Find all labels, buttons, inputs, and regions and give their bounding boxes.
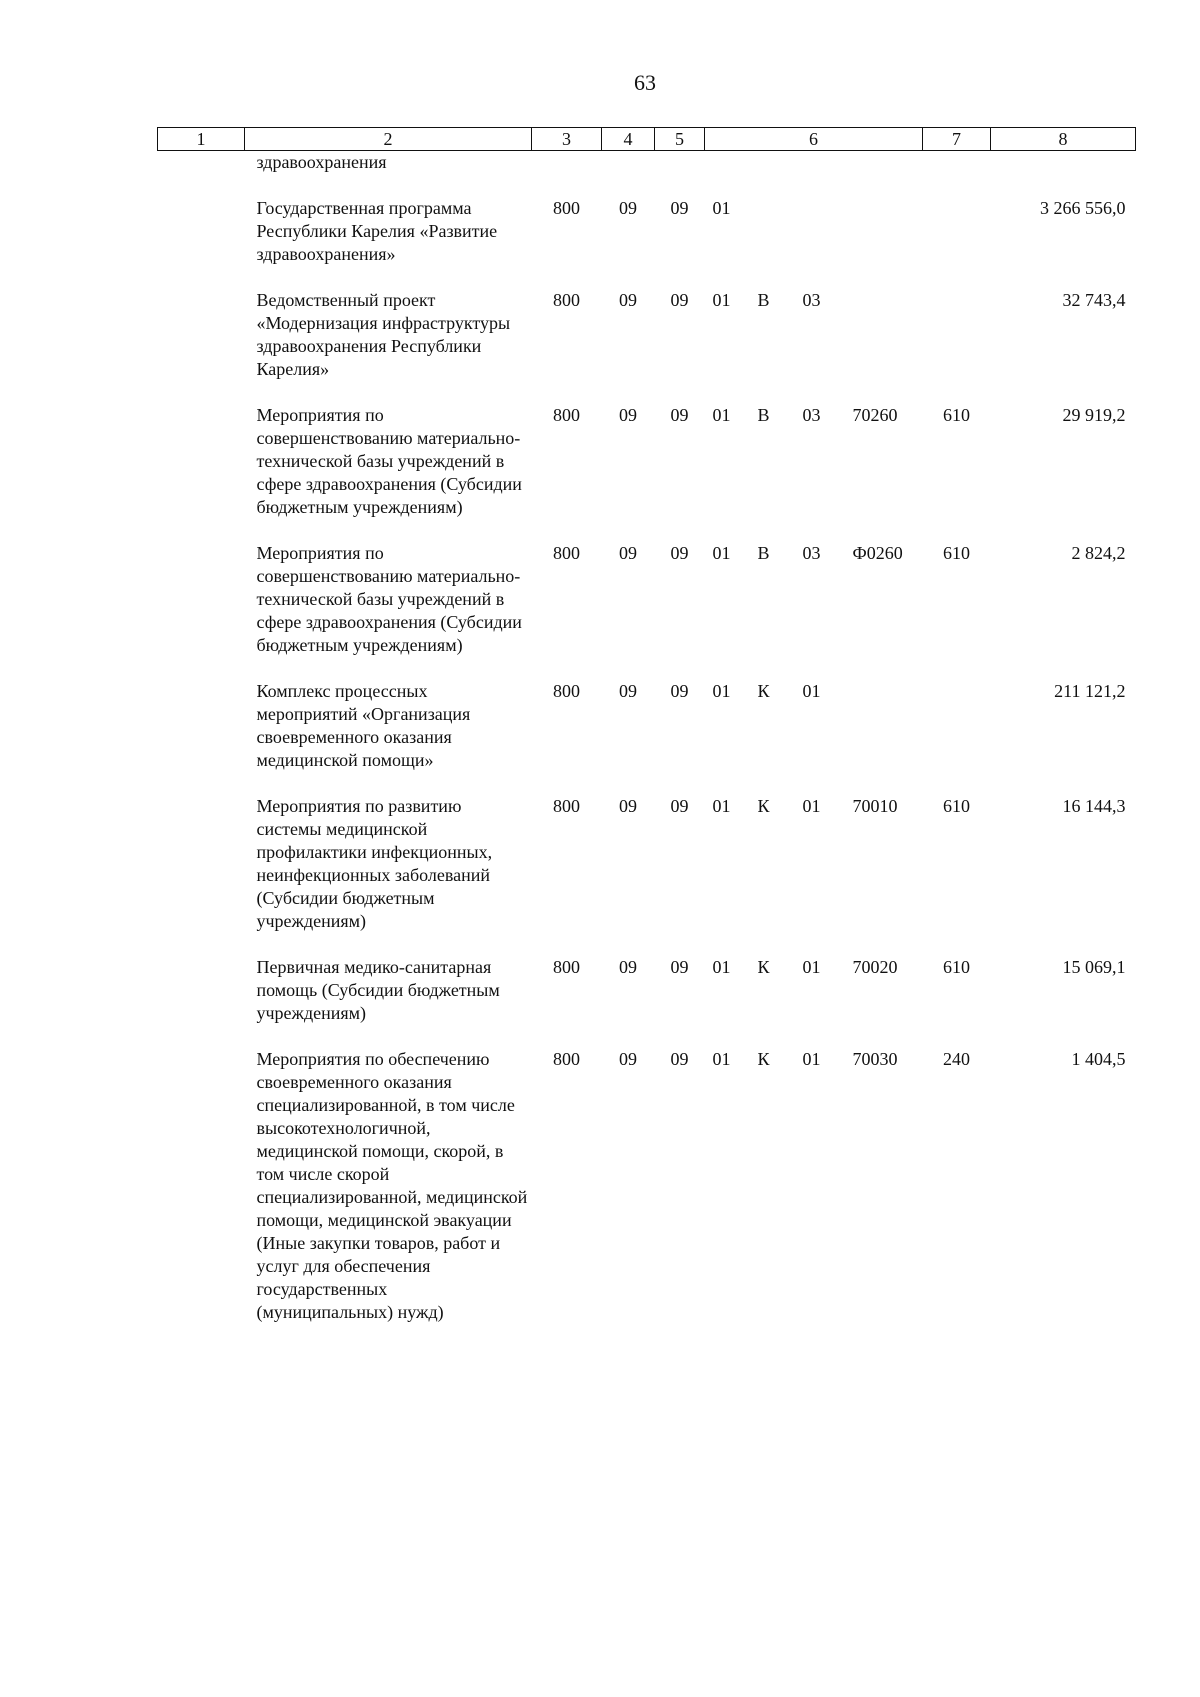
amount: 1 404,5 — [1071, 1049, 1126, 1069]
row-spacer — [158, 381, 1136, 404]
row-spacer — [158, 772, 1136, 795]
expense-type-code: 610 — [943, 543, 970, 563]
col1-cell — [158, 404, 245, 519]
section-code: 09 — [619, 1049, 637, 1069]
item-name: Первичная медико-санитарная помощь (Субсидии бюджетным учреждениям) — [256, 957, 500, 1023]
subsection-code: 09 — [670, 198, 689, 218]
amount: 3 266 556,0 — [1040, 198, 1126, 218]
item-name: Комплекс процессных мероприятий «Организация своевременного оказания медицинской помощи» — [256, 681, 471, 770]
target-article-type: К — [757, 681, 770, 701]
target-article-project — [795, 197, 845, 266]
section-code: 09 — [619, 796, 637, 816]
subsection-code: 09 — [670, 957, 689, 977]
expense-type-code: 240 — [943, 1049, 970, 1069]
amount: 32 743,4 — [1062, 290, 1126, 310]
grbs-code: 800 — [553, 796, 580, 816]
item-name: Мероприятия по развитию системы медицинской профилактики инфекционных, неинфекционных заболеваний (Субсидии бюджетным учреждениям) — [256, 796, 493, 931]
amount: 29 919,2 — [1062, 405, 1126, 425]
target-article-type: В — [757, 543, 770, 563]
target-article-program: 01 — [712, 796, 731, 816]
table-row — [158, 1048, 1136, 1324]
col1-cell — [158, 197, 245, 266]
row-spacer — [158, 519, 1136, 542]
subsection-code: 09 — [670, 681, 689, 701]
table-row — [158, 680, 1136, 772]
header-row — [158, 128, 1136, 151]
target-article-type — [750, 197, 795, 266]
item-name: Мероприятия по совершенствованию материально-технической базы учреждений в сфере здравоохранения (Субсидии бюджетным учреждениям) — [256, 543, 522, 655]
expense-type-code: 610 — [943, 405, 970, 425]
target-article-type: В — [757, 290, 770, 310]
target-article-project: 03 — [802, 290, 821, 310]
target-article-program: 01 — [712, 1049, 731, 1069]
row-spacer — [158, 174, 1136, 197]
subsection-code: 09 — [670, 405, 689, 425]
target-article-program: 01 — [712, 198, 731, 218]
subsection-code: 09 — [670, 1049, 689, 1069]
target-article-project: 01 — [802, 796, 821, 816]
amount: 15 069,1 — [1062, 957, 1126, 977]
expense-type-code — [923, 680, 991, 772]
target-article-direction — [845, 680, 923, 772]
item-name: Мероприятия по совершенствованию материально-технической базы учреждений в сфере здравоохранения (Субсидии бюджетным учреждениям) — [256, 405, 522, 517]
expense-type-code: 610 — [943, 957, 970, 977]
col1-cell — [158, 680, 245, 772]
section-code: 09 — [619, 290, 637, 310]
col1-cell — [158, 1048, 245, 1324]
target-article-type: К — [757, 796, 770, 816]
section-code: 09 — [619, 405, 637, 425]
item-name: Мероприятия по обеспечению своевременного оказания специализированной, в том числе высокотехнологичной, медицинской помощи, скорой, в том числе скорой специализированной, медицинской помощи, медицинской эвакуации (Иные закупки товаров, работ и услуг для обеспечения государственных (муниципальных) нужд) — [256, 1049, 528, 1322]
page-number: 63 — [634, 70, 656, 95]
header-col-7: 7 — [923, 128, 991, 151]
section-code: 09 — [619, 957, 637, 977]
col1-cell — [158, 795, 245, 933]
header-col-8: 8 — [991, 128, 1136, 151]
subsection-code: 09 — [670, 543, 689, 563]
section-code: 09 — [619, 681, 637, 701]
grbs-code: 800 — [553, 543, 580, 563]
header-col-4: 4 — [602, 128, 655, 151]
col1-cell — [158, 289, 245, 381]
target-article-direction: 70030 — [852, 1049, 898, 1069]
target-article-direction: 70010 — [852, 796, 898, 816]
continuation-row — [158, 151, 1136, 175]
target-article-program: 01 — [712, 543, 731, 563]
col1-cell — [158, 542, 245, 657]
grbs-code: 800 — [553, 681, 580, 701]
header-col-1: 1 — [158, 128, 245, 151]
grbs-code: 800 — [553, 290, 580, 310]
section-code: 09 — [619, 198, 637, 218]
target-article-direction: 70020 — [852, 957, 898, 977]
target-article-direction: Ф0260 — [852, 543, 903, 563]
target-article-project: 01 — [802, 957, 821, 977]
target-article-project: 03 — [802, 543, 821, 563]
target-article-program: 01 — [712, 405, 731, 425]
grbs-code: 800 — [553, 1049, 580, 1069]
section-code: 09 — [619, 543, 637, 563]
table-row — [158, 542, 1136, 657]
header-col-3: 3 — [532, 128, 602, 151]
amount: 16 144,3 — [1062, 796, 1126, 816]
table-row — [158, 795, 1136, 933]
amount: 2 824,2 — [1071, 543, 1126, 563]
header-col-2: 2 — [245, 128, 532, 151]
target-article-program: 01 — [712, 681, 731, 701]
target-article-direction — [845, 197, 923, 266]
item-name: Государственная программа Республики Карелия «Развитие здравоохранения» — [256, 198, 498, 264]
target-article-project: 01 — [802, 1049, 821, 1069]
target-article-project: 03 — [802, 405, 821, 425]
subsection-code: 09 — [670, 290, 689, 310]
row-spacer — [158, 266, 1136, 289]
target-article-program: 01 — [712, 290, 731, 310]
table-row — [158, 289, 1136, 381]
target-article-direction — [845, 289, 923, 381]
target-article-type: К — [757, 1049, 770, 1069]
table-row — [158, 956, 1136, 1025]
subsection-code: 09 — [670, 796, 689, 816]
header-col-6: 6 — [705, 128, 923, 151]
item-name: Ведомственный проект «Модернизация инфраструктуры здравоохранения Республики Карелия» — [256, 290, 511, 379]
row-spacer — [158, 933, 1136, 956]
target-article-project: 01 — [802, 681, 821, 701]
row-spacer — [158, 1025, 1136, 1048]
col1-cell — [158, 956, 245, 1025]
header-col-5: 5 — [655, 128, 705, 151]
target-article-type: К — [757, 957, 770, 977]
expense-type-code: 610 — [943, 796, 970, 816]
row-spacer — [158, 657, 1136, 680]
budget-table — [157, 127, 1136, 1324]
target-article-direction: 70260 — [852, 405, 898, 425]
expense-type-code — [923, 197, 991, 266]
table-row — [158, 197, 1136, 266]
expense-type-code — [923, 289, 991, 381]
continuation-text: здравоохранения — [256, 152, 387, 172]
grbs-code: 800 — [553, 405, 580, 425]
target-article-type: В — [757, 405, 770, 425]
table-row — [158, 404, 1136, 519]
grbs-code: 800 — [553, 957, 580, 977]
amount: 211 121,2 — [1054, 681, 1126, 701]
target-article-program: 01 — [712, 957, 731, 977]
grbs-code: 800 — [553, 198, 580, 218]
table-body — [158, 151, 1136, 1325]
